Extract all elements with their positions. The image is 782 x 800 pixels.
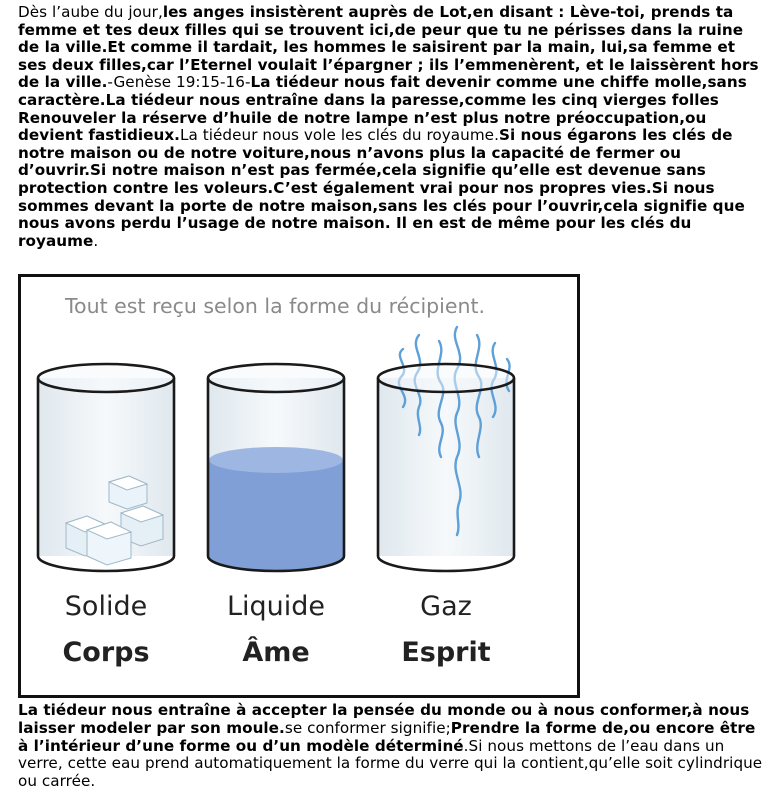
text-run-bold: La tiédeur nous fait devenir comme une chiffe molle,sans caractère.La tiédeur nous entraîne dans la paresse,comme les cinq vierges folles (18, 73, 747, 109)
bible-reference: -Genèse 19:15-16- (107, 73, 251, 92)
body-label-corps: Corps (62, 637, 150, 668)
state-label-liquid: Liquide (226, 591, 326, 622)
text-run-bold: les anges insistèrent auprès de Lot,en disant : Lève-toi, prends ta femme et tes deux filles qui se trouvent ici,de peur que tu ne périsses dans la ruine de la ville.Et comme il tardait, les hommes le saisirent par la main, lui,sa femme et ses deux filles,car l’Eternel voulait l’épargner ; ils l’emmenèrent, et le laissèrent hors de la ville. (18, 3, 759, 92)
body-label-ame: Âme (242, 637, 310, 668)
text-run: Dès l’aube du jour, (18, 3, 163, 21)
top-paragraph (18, 4, 766, 250)
text-run-bold: La tiédeur nous entraîne à accepter la pensée du monde ou à nous conformer,à nous laisser modeler par son moule. (18, 701, 750, 737)
glass-solid (38, 364, 174, 571)
text-run-bold: Si nous égarons les clés de notre maison ou de notre voiture,nous n’avons plus la capacité de fermer ou d’ouvrir.Si notre maison n’est pas fermée,cela signifie qu’elle est devenue sans protection contre les voleurs.C’est également vrai pour nos propres vies.Si nous sommes devant la porte de notre maison,sans les clés pour l’ouvrir,cela signifie que nous avons perdu l’usage de notre maison. Il en est de même pour les clés du royaume (18, 126, 745, 250)
bottom-paragraph (18, 702, 766, 791)
states-of-matter-figure (18, 274, 580, 698)
body-label-esprit: Esprit (401, 637, 491, 668)
figure-illustration (21, 277, 577, 695)
text-run: . (93, 231, 99, 250)
figure-caption: Tout est reçu selon la forme du récipient. (65, 294, 486, 318)
state-label-gas: Gaz (420, 591, 472, 622)
glass-gas (378, 327, 514, 571)
text-run: se conformer signifie; (284, 718, 451, 737)
water-icon (209, 447, 343, 571)
text-run-bold: Prendre la forme de,ou encore être à l’intérieur d’une forme ou d’un modèle déterminé (18, 718, 756, 755)
glass-liquid (208, 364, 344, 571)
text-run: .Si nous mettons de l’eau dans un verre, cette eau prend automatiquement la forme du verre qui la contient,qu’elle soit cylindrique ou carrée. (18, 736, 763, 791)
glass-body (378, 378, 514, 556)
text-run-bold: Renouveler la réserve d’huile de notre lampe n’est plus notre préoccupation,ou devient fastidieux. (18, 108, 707, 145)
state-label-solid: Solide (64, 591, 148, 622)
text-run: La tiédeur nous vole les clés du royaume. (180, 126, 499, 145)
